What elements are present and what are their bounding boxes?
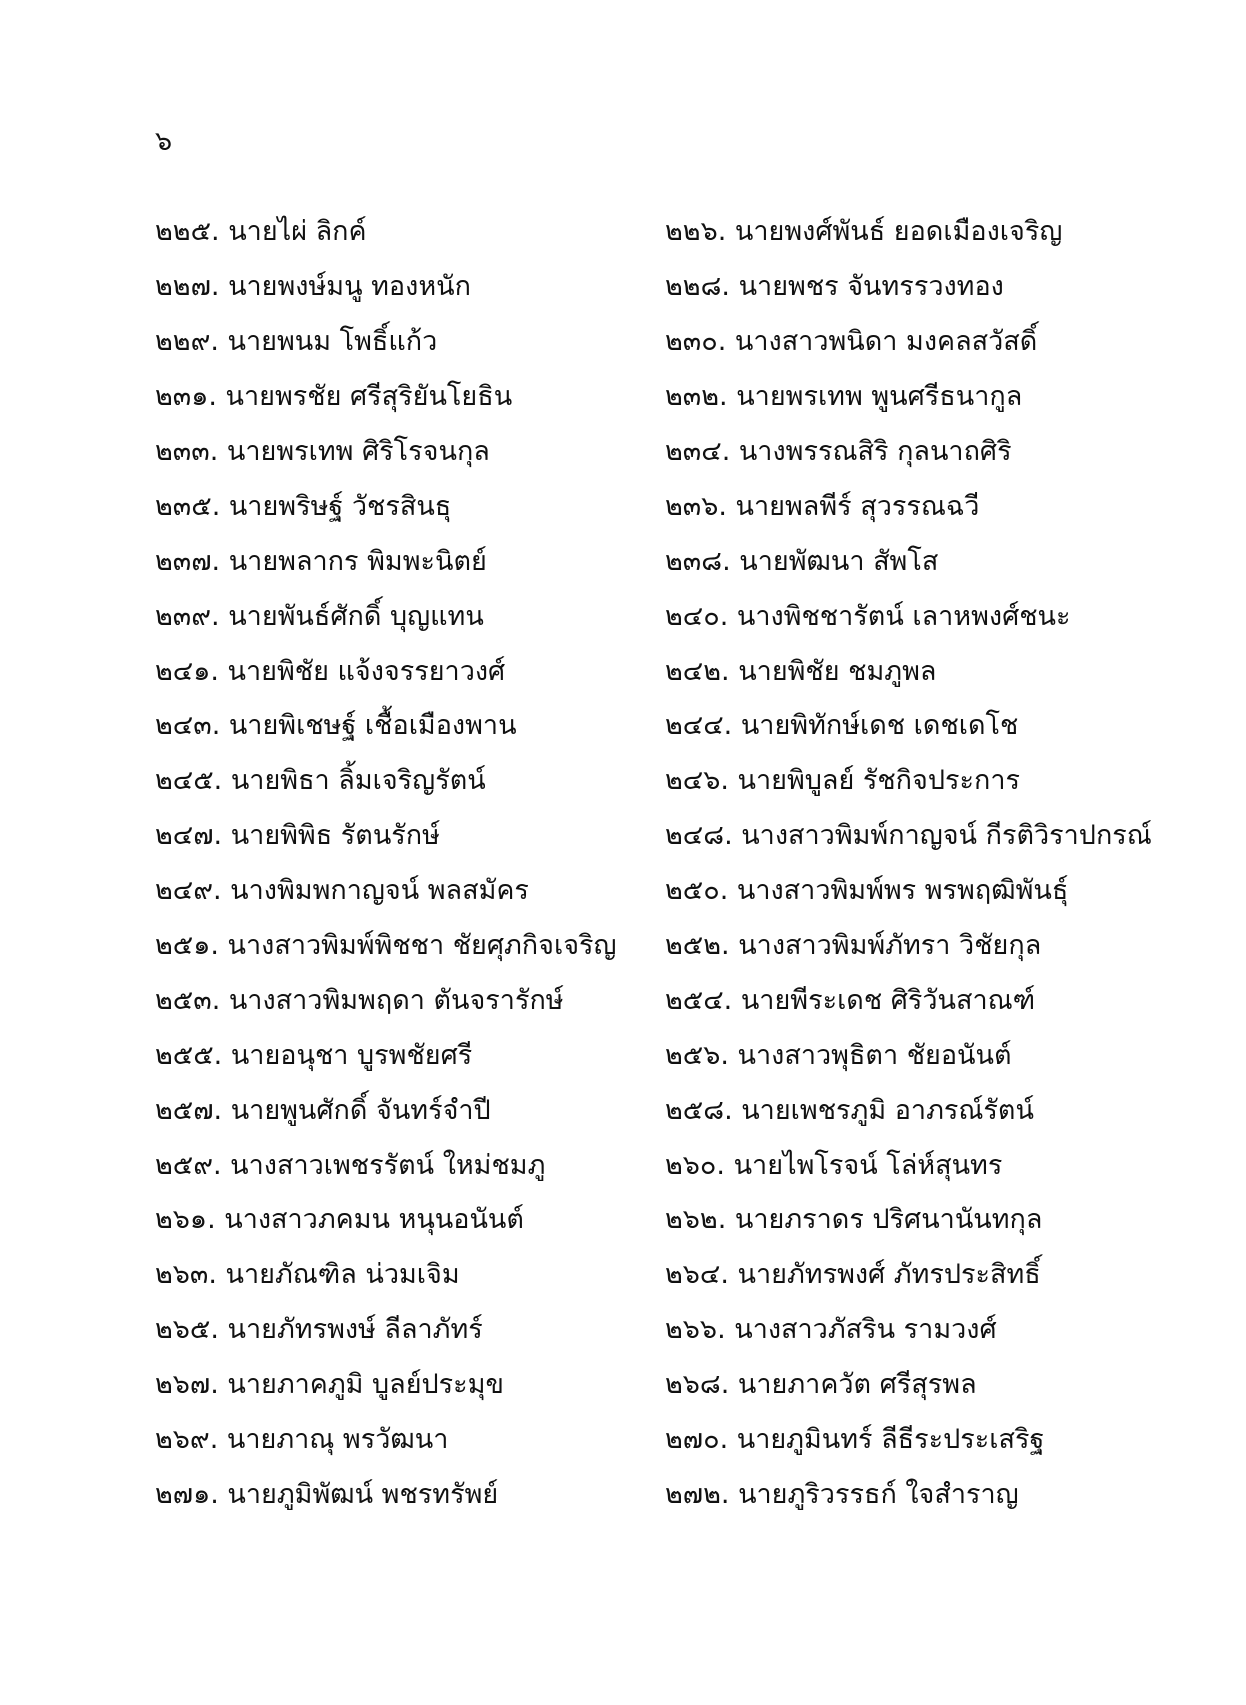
list-row [155, 425, 1215, 480]
list-row [155, 589, 1215, 644]
list-item: ๒๕๒. นางสาวพิมพ์ภัทรา วิชัยกุล [665, 930, 1042, 962]
list-item: ๒๖๖. นางสาวภัสริน รามวงศ์ [665, 1314, 997, 1346]
list-item: ๒๓๕. นายพริษฐ์ วัชรสินธุ [155, 490, 452, 522]
list-item: ๒๔๒. นายพิชัย ชมภูพล [665, 655, 937, 687]
list-item: ๒๕๔. นายพีระเดช ศิริวันสาณฑ์ [665, 984, 1036, 1016]
list-item: ๒๕๗. นายพูนศักดิ์ จันทร์จำปี [155, 1094, 491, 1126]
list-row [155, 1028, 1215, 1083]
list-row [155, 1193, 1215, 1248]
list-item: ๒๖๘. นายภาควัต ศรีสุรพล [665, 1369, 977, 1401]
list-row [155, 864, 1215, 919]
list-row [155, 260, 1215, 315]
list-item: ๒๔๑. นายพิชัย แจ้งจรรยาวงศ์ [155, 655, 506, 687]
list-item: ๒๖๒. นายภราดร ปริศนานันทกุล [665, 1204, 1043, 1236]
list-item: ๒๖๔. นายภัทรพงศ์ ภัทรประสิทธิ์ [665, 1259, 1041, 1291]
list-item: ๒๒๕. นายไผ่ ลิกค์ [155, 216, 367, 248]
list-row [155, 1358, 1215, 1413]
list-row [155, 1248, 1215, 1303]
list-item: ๒๓๗. นายพลากร พิมพะนิตย์ [155, 545, 487, 577]
list-row [155, 370, 1215, 425]
list-row [155, 1083, 1215, 1138]
list-item: ๒๓๙. นายพันธ์ศักดิ์ บุญแทน [155, 600, 484, 632]
list-item: ๒๓๑. นายพรชัย ศรีสุริยันโยธิน [155, 381, 513, 413]
list-item: ๒๓๓. นายพรเทพ ศิริโรจนกุล [155, 436, 490, 467]
list-item: ๒๔๓. นายพิเชษฐ์ เชื้อเมืองพาน [155, 710, 517, 742]
list-row [155, 1303, 1215, 1358]
list-item: ๒๓๘. นายพัฒนา สัพโส [665, 545, 939, 577]
list-item: ๒๒๙. นายพนม โพธิ์แก้ว [155, 326, 438, 358]
list-item: ๒๔๘. นางสาวพิมพ์กาญจน์ กีรติวิราปกรณ์ [665, 820, 1152, 852]
name-list [155, 205, 1215, 1522]
list-item: ๒๔๗. นายพิพิธ รัตนรักษ์ [155, 820, 440, 852]
list-item: ๒๔๙. นางพิมพกาญจน์ พลสมัคร [155, 875, 529, 907]
list-row [155, 1138, 1215, 1193]
list-row [155, 534, 1215, 589]
list-row [155, 315, 1215, 370]
list-item: ๒๒๗. นายพงษ์มนู ทองหนัก [155, 271, 471, 303]
list-row [155, 973, 1215, 1028]
list-item: ๒๖๐. นายไพโรจน์ โล่ห์สุนทร [665, 1149, 1003, 1181]
list-item: ๒๕๕. นายอนุชา บูรพชัยศรี [155, 1039, 473, 1071]
list-item: ๒๕๖. นางสาวพุธิตา ชัยอนันต์ [665, 1039, 1012, 1071]
list-item: ๒๕๘. นายเพชรภูมิ อาภรณ์รัตน์ [665, 1094, 1034, 1126]
list-item: ๒๓๖. นายพลพีร์ สุวรรณฉวี [665, 490, 980, 522]
list-item: ๒๔๐. นางพิชชารัตน์ เลาหพงศ์ชนะ [665, 600, 1071, 632]
list-item: ๒๔๖. นายพิบูลย์ รัชกิจประการ [665, 765, 1021, 797]
list-item: ๒๖๕. นายภัทรพงษ์ ลีลาภัทร์ [155, 1314, 483, 1346]
list-item: ๒๗๑. นายภูมิพัฒน์ พชรทรัพย์ [155, 1478, 499, 1510]
list-row [155, 1413, 1215, 1468]
list-item: ๒๗๒. นายภูริวรรธก์ ใจสำราญ [665, 1478, 1019, 1510]
list-row [155, 1467, 1215, 1522]
list-item: ๒๕๙. นางสาวเพชรรัตน์ ใหม่ชมภู [155, 1149, 546, 1181]
list-item: ๒๗๐. นายภูมินทร์ ลีธีระประเสริฐ [665, 1424, 1045, 1456]
list-item: ๒๖๑. นางสาวภคมน หนุนอนันต์ [155, 1204, 524, 1236]
list-item: ๒๓๒. นายพรเทพ พูนศรีธนากูล [665, 381, 1023, 413]
list-item: ๒๕๓. นางสาวพิมพฤดา ตันจรารักษ์ [155, 984, 564, 1016]
list-row [155, 205, 1215, 260]
page-number: ๖ [155, 126, 173, 157]
list-row [155, 644, 1215, 699]
list-row [155, 699, 1215, 754]
list-item: ๒๕๑. นางสาวพิมพ์พิชชา ชัยศุภกิจเจริญ [155, 930, 617, 962]
list-row [155, 479, 1215, 534]
list-item: ๒๖๙. นายภาณุ พรวัฒนา [155, 1424, 449, 1456]
list-item: ๒๔๕. นายพิธา ลิ้มเจริญรัตน์ [155, 765, 486, 797]
list-row [155, 809, 1215, 864]
list-row [155, 919, 1215, 974]
list-item: ๒๓๐. นางสาวพนิดา มงคลสวัสดิ์ [665, 326, 1038, 358]
list-item: ๒๔๔. นายพิทักษ์เดช เดชเดโช [665, 710, 1019, 742]
list-item: ๒๖๓. นายภัณฑิล น่วมเจิม [155, 1259, 460, 1291]
list-item: ๒๒๘. นายพชร จันทรรวงทอง [665, 271, 1004, 303]
list-row [155, 754, 1215, 809]
list-item: ๒๖๗. นายภาคภูมิ บูลย์ประมุข [155, 1369, 504, 1401]
list-item: ๒๒๖. นายพงศ์พันธ์ ยอดเมืองเจริญ [665, 216, 1063, 248]
list-item: ๒๕๐. นางสาวพิมพ์พร พรพฤฒิพันธุ์ [665, 875, 1069, 907]
list-item: ๒๓๔. นางพรรณสิริ กุลนาถศิริ [665, 436, 1012, 467]
